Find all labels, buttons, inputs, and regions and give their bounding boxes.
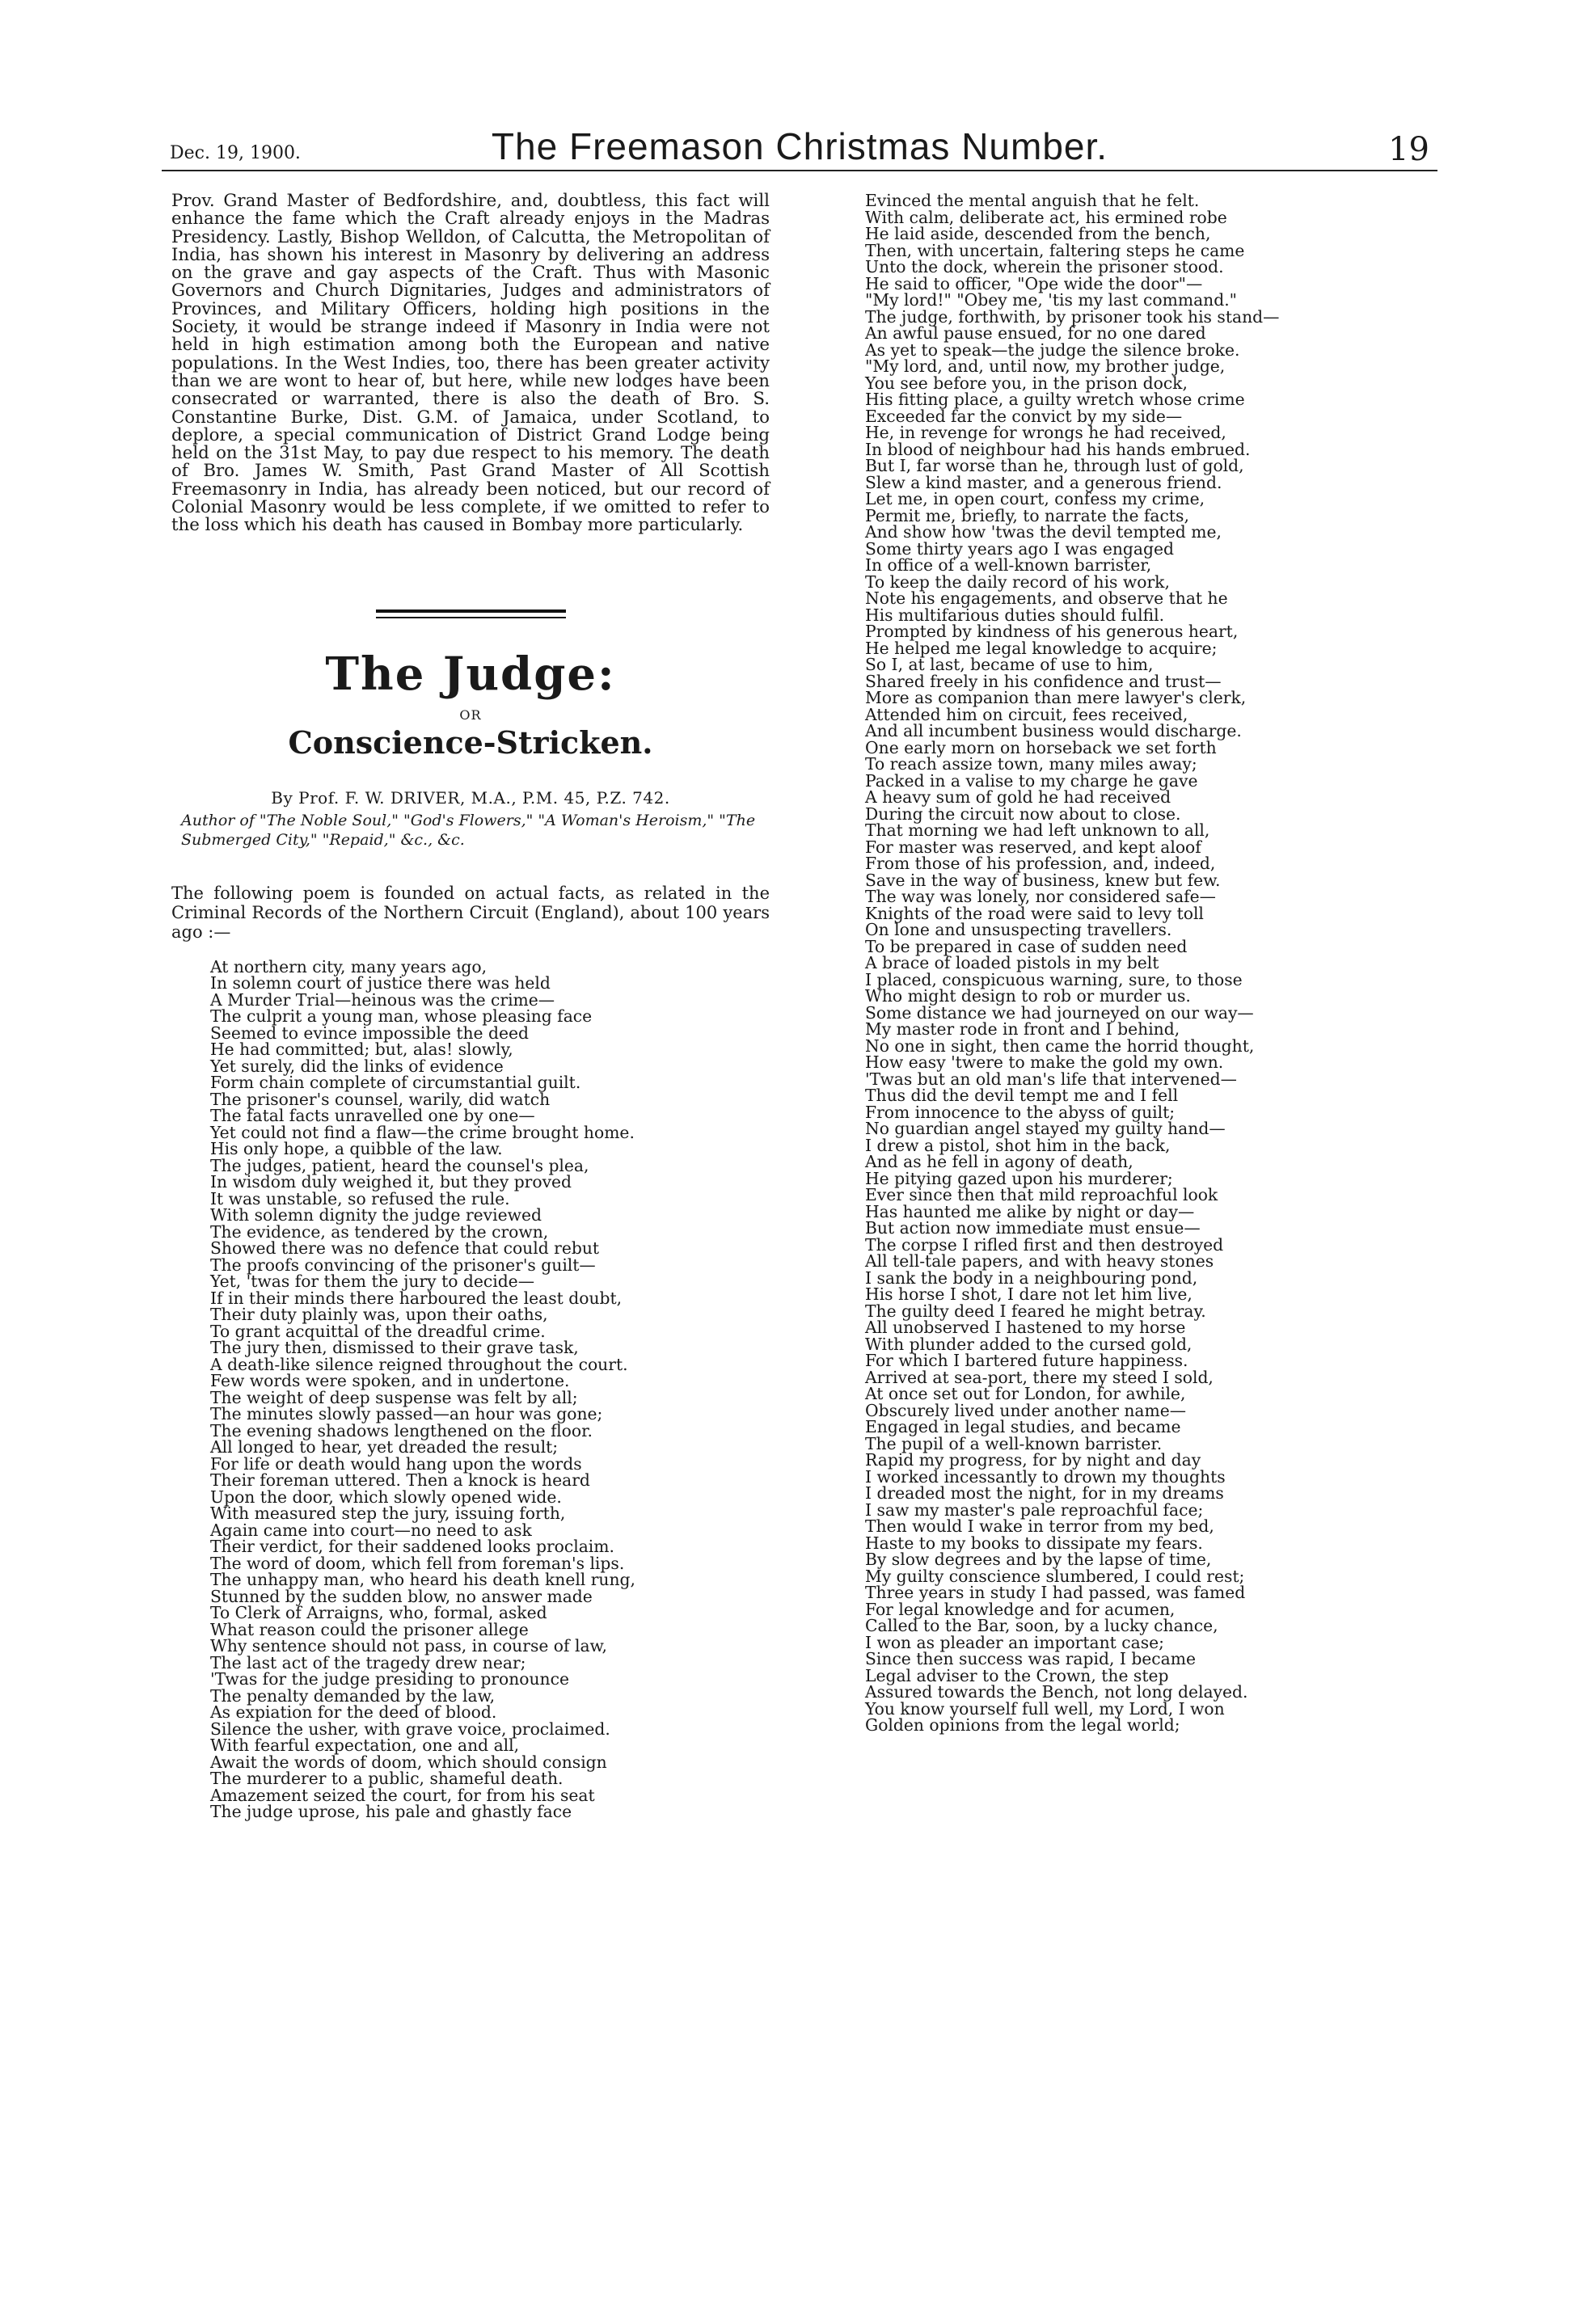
poem-line: To be prepared in case of sudden need [865,936,1188,956]
poem-line: But I, far worse than he, through lust of gold, [865,456,1244,475]
poem-line: Attended him on circuit, fees received, [865,704,1188,724]
poem-line: Slew a kind master, and a generous friend. [865,472,1222,492]
poem-line: Form chain complete of circumstantial guilt. [210,1073,581,1093]
poem-line: From those of his profession, and, indeed, [865,854,1216,873]
poem-line: I placed, conspicuous warning, sure, to those [865,969,1243,989]
poem-line: The unhappy man, who heard his death knell rung, [210,1570,635,1590]
poem-line: His only hope, a quibble of the law. [210,1139,503,1159]
author-works: Author of "The Noble Soul," "God's Flowers," "A Woman's Heroism," "The Submerged City," "Repaid," &c., &c. [181,811,756,849]
poem-line: I dreaded most the night, for in my dreams [865,1483,1224,1503]
poem-line: From innocence to the abyss of guilt; [865,1102,1176,1122]
poem-line: Note his engagements, and observe that he [865,588,1228,608]
poem-line: How easy 'twere to make the gold my own. [865,1052,1224,1072]
poem-line: To keep the daily record of his work, [865,572,1170,592]
poem-line: The guilty deed I feared he might betray. [865,1301,1206,1321]
poem-line: Since then success was rapid, I became [865,1649,1196,1668]
poem-line: Golden opinions from the legal world; [865,1715,1180,1735]
poem-line: He, in revenge for wrongs he had received, [865,423,1226,442]
poem-line: Three years in study I had passed, was famed [865,1583,1246,1602]
poem-line: The evening shadows lengthened on the floor. [210,1420,593,1440]
poem-line: Shared freely in his confidence and trust— [865,671,1222,691]
poem-line: As expiation for the deed of blood. [210,1702,497,1723]
poem-line: An awful pause ensued, for no one dared [865,323,1206,343]
poem-line: Thus did the devil tempt me and I fell [865,1086,1179,1105]
poem-line: Then, with uncertain, faltering steps he came [865,240,1245,260]
poem-line: A Murder Trial—heinous was the crime— [210,989,555,1010]
poem-line: The evidence, as tendered by the crown, [210,1221,549,1242]
poem-title: The Judge: [325,647,616,701]
poem-line: Assured towards the Bench, not long delayed. [865,1682,1248,1702]
poem-line: I saw my master's pale reproachful face; [865,1499,1204,1520]
poem-line: Why sentence should not pass, in course of law, [210,1636,607,1656]
poem-line: Exceeded far the convict by my side— [865,406,1183,426]
poem-line: So I, at last, became of use to him, [865,655,1154,674]
poem-line: Their duty plainly was, upon their oaths, [210,1305,548,1325]
poem-line: On lone and unsuspecting travellers. [865,920,1172,939]
poem-line: Yet could not find a flaw—the crime brought home. [210,1122,635,1142]
section-divider [376,609,566,618]
poem-line: Unto the dock, wherein the prisoner stood. [865,257,1224,276]
poem-title-or: OR [459,706,482,723]
poem-line: He said to officer, "Ope wide the door"— [865,273,1203,293]
poem-line: Yet, 'twas for them the jury to decide— [210,1272,534,1292]
poem-line: For which I bartered future happiness. [865,1351,1188,1370]
poem-line: At once set out for London, for awhile, [865,1384,1186,1403]
poem-line: At northern city, many years ago, [210,956,488,976]
poem-line: In wisdom duly weighed it, but they proved [210,1172,572,1192]
poem-line: Obscurely lived under another name— [865,1400,1187,1420]
poem-line: Their foreman uttered. Then a knock is heard [210,1470,590,1491]
poem-line: The judges, patient, heard the counsel's plea, [210,1155,589,1175]
poem-line: Permit me, briefly, to narrate the facts, [865,505,1189,525]
poem-line: For master was reserved, and kept aloof [865,837,1201,857]
poem-line: My master rode in front and I behind, [865,1019,1180,1039]
poem-line: The murderer to a public, shameful death. [210,1769,564,1789]
poem-line: "My lord, and, until now, my brother judge, [865,356,1226,376]
poem-line: He laid aside, descended from the bench, [865,224,1211,243]
poem-line: With solemn dignity the judge reviewed [210,1205,542,1225]
poem-line: All tell-tale papers, and with heavy stones [865,1251,1214,1271]
poem-line: Prompted by kindness of his generous heart, [865,622,1239,641]
poem-line: Rapid my progress, for by night and day [865,1450,1201,1470]
poem-line: And all incumbent business would discharge. [865,721,1242,740]
poem-line: In solemn court of justice there was held [210,973,551,993]
poem-line: With measured step the jury, issuing forth, [210,1504,566,1524]
poem-line: He had committed; but, alas! slowly, [210,1040,513,1060]
poem-line: Await the words of doom, which should consign [210,1752,607,1772]
poem-line: For life or death would hang upon the words [210,1453,582,1474]
poem-line: In office of a well-known barrister, [865,555,1152,575]
poem-line: The penalty demanded by the law, [210,1685,496,1706]
poem-line: All unobserved I hastened to my horse [865,1318,1186,1337]
poem-line: By slow degrees and by the lapse of time, [865,1550,1212,1569]
poem-line: I sank the body in a neighbouring pond, [865,1267,1198,1288]
poem-line: Stunned by the sudden blow, no answer made [210,1586,593,1606]
poem-line: The weight of deep suspense was felt by all; [210,1387,578,1407]
poem-line: Ever since then that mild reproachful look [865,1185,1218,1204]
poem-line: His fitting place, a guilty wretch whose crime [865,390,1245,409]
poem-line: A heavy sum of gold he had received [865,787,1171,807]
poem-line: His multifarious duties should fulfil. [865,605,1165,625]
poem-line: His horse I shot, I dare not let him live, [865,1284,1193,1304]
poem-line: Knights of the road were said to levy toll [865,903,1204,923]
poem-line: He pitying gazed upon his murderer; [865,1168,1173,1188]
poem-line: I drew a pistol, shot him in the back, [865,1135,1171,1155]
poem-line: A death-like silence reigned throughout the court. [210,1354,628,1374]
poem-lines-right [865,192,1439,1734]
poem-line: No one in sight, then came the horrid thought, [865,1035,1255,1056]
poem-line: You know yourself full well, my Lord, I won [865,1698,1225,1719]
poem-line: During the circuit now about to close. [865,803,1181,824]
issue-date: Dec. 19, 1900. [170,143,301,163]
poem-line: Yet surely, did the links of evidence [210,1056,504,1076]
poem-line: Upon the door, which slowly opened wide. [210,1487,562,1507]
poem-line: Save in the way of business, knew but few. [865,870,1221,890]
poem-line: Again came into court—no need to ask [210,1520,532,1540]
poem-line: But action now immediate must ensue— [865,1218,1201,1238]
right-column [865,192,1439,1734]
poem-line: Some distance we had journeyed on our way— [865,1002,1254,1023]
poem-line: 'Twas but an old man's life that intervened— [865,1069,1237,1089]
poem-line: Seemed to evince impossible the deed [210,1023,529,1043]
poem-line: Evinced the mental anguish that he felt. [865,191,1200,210]
left-column [171,192,770,1820]
poem-line: If in their minds there harboured the least doubt, [210,1288,623,1308]
poem-line: With plunder added to the cursed gold, [865,1334,1193,1354]
poem-line: Legal adviser to the Crown, the step [865,1665,1169,1685]
poem-line: No guardian angel stayed my guilty hand— [865,1119,1226,1138]
poem-line: To Clerk of Arraigns, who, formal, asked [210,1603,547,1623]
poem-line: The judge uprose, his pale and ghastly face [210,1802,572,1822]
poem-line: The culprit a young man, whose pleasing face [210,1006,593,1027]
poem-line: The minutes slowly passed—an hour was gone; [210,1404,603,1424]
poem-line: Amazement seized the court, for from his seat [210,1785,595,1805]
poem-line: The prisoner's counsel, warily, did watch [210,1089,551,1109]
poem-line: One early morn on horseback we set forth [865,737,1217,757]
poem-line: He helped me legal knowledge to acquire; [865,638,1218,658]
poem-line: The way was lonely, nor considered safe— [865,887,1216,906]
poem-line: Haste to my books to dissipate my fears. [865,1533,1203,1553]
poem-line: The pupil of a well-known barrister. [865,1433,1163,1453]
poem-line: The last act of the tragedy drew near; [210,1652,526,1672]
poem-line: I won as pleader an important case; [865,1632,1164,1652]
poem-line: With calm, deliberate act, his ermined robe [865,207,1227,227]
poem-line: In blood of neighbour had his hands embrued. [865,439,1251,459]
poem-line: What reason could the prisoner allege [210,1619,529,1639]
poem-line: Then would I wake in terror from my bed, [865,1516,1214,1536]
poem-line: You see before you, in the prison dock, [865,373,1188,393]
poem-line: A brace of loaded pistols in my belt [865,953,1159,972]
poem-line: Packed in a valise to my charge he gave [865,770,1198,791]
poem-line: All longed to hear, yet dreaded the result; [210,1437,559,1457]
poem-line: The corpse I rifled first and then destroyed [865,1234,1224,1255]
newspaper-title: The Freemason Christmas Number. [491,125,1108,167]
poem-line: Called to the Bar, soon, by a lucky chance, [865,1616,1218,1635]
poem-line: Who might design to rob or murder us. [865,986,1191,1006]
page-number: 19 [1388,131,1429,168]
poem-line: Let me, in open court, confess my crime, [865,489,1205,508]
poem-line: My guilty conscience slumbered, I could rest; [865,1566,1245,1586]
poem-line: The judge, forthwith, by prisoner took his stand— [865,306,1280,327]
poem-line: The word of doom, which fell from foreman's lips. [210,1553,625,1573]
poem-line: The fatal facts unravelled one by one— [210,1106,535,1126]
continued-article-text: Prov. Grand Master of Bedfordshire, and, doubtless, this fact will enhance the fame which the Craft already enjoys in the Madras Presidency. Lastly, Bishop Welldon, of Calcutta, the Metropolitan of India, has shown his interest in Masonry by delivering an address on the grave and gay aspects of the Craft. Thus with Masonic Governors and Church Dignitaries, Judges and administrators of Provinces, and Military Officers, holding high positions in the Society, it would be strange indeed if Masonry in India were not held in high estimation among both the European and native populations. In the West Indies, too, there has been greater activity than we are wont to hear of, but here, while new lodges have been consecrated or warranted, there is also the death of Bro. S. Constantine Burke, Dist. G.M. of Jamaica, under Scotland, to deplore, a special communication of District Grand Lodge being held on the 31st May, to pay due respect to his memory. The death of Bro. James W. Smith, Past Grand Master of All Scottish Freemasonry in India, has already been noticed, but our record of Colonial Masonry would be less complete, if we omitted to refer to the loss which his death has caused in Bombay more particularly. [171,191,770,536]
poem-line: Silence the usher, with grave voice, proclaimed. [210,1719,610,1739]
poem-line: I worked incessantly to drown my thoughts [865,1466,1226,1487]
poem-line: And show how 'twas the devil tempted me, [865,522,1222,542]
masthead [162,121,1437,171]
poem-line: Showed there was no defence that could rebut [210,1238,600,1259]
poem-line: To grant acquittal of the dreadful crime. [210,1321,546,1341]
poem-lines-left [210,956,770,1822]
byline: By Prof. F. W. DRIVER, M.A., P.M. 45, P.Z. 742. [271,787,670,808]
poem-subtitle: Conscience-Stricken. [288,723,653,761]
poem-line: And as he fell in agony of death, [865,1152,1133,1171]
poem-line: It was unstable, so refused the rule. [210,1188,510,1208]
poem-introduction: The following poem is founded on actual facts, as related in the Criminal Records of the Northern Circuit (England), about 100 years ago :— [171,883,770,942]
poem-line: Arrived at sea-port, there my steed I sold, [865,1367,1214,1387]
poem-line: "My lord!" "Obey me, 'tis my last command." [865,290,1238,310]
poem-line: Some thirty years ago I was engaged [865,538,1174,559]
poem-line: As yet to speak—the judge the silence broke. [865,340,1240,360]
poem-line: Has haunted me alike by night or day— [865,1201,1195,1221]
poem-line: Engaged in legal studies, and became [865,1417,1181,1436]
poem-line: The proofs convincing of the prisoner's guilt— [210,1255,596,1275]
poem-line: 'Twas for the judge presiding to pronounce [210,1669,569,1689]
poem-line: For legal knowledge and for acumen, [865,1599,1176,1619]
poem-line: The jury then, dismissed to their grave task, [210,1338,579,1358]
poem-line: With fearful expectation, one and all, [210,1736,520,1756]
poem-line: That morning we had left unknown to all, [865,820,1210,840]
poem-line: To reach assize town, many miles away; [865,754,1197,774]
poem-line: Few words were spoken, and in undertone. [210,1371,570,1391]
poem-line: Their verdict, for their saddened looks proclaim. [210,1537,614,1557]
poem-line: More as companion than mere lawyer's clerk, [865,688,1247,707]
